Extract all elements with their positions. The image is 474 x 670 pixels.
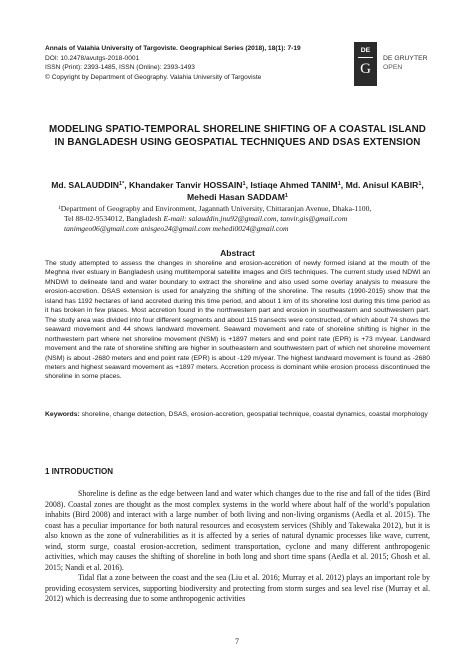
section-body — [45, 489, 430, 605]
publisher-logo-mark — [354, 42, 377, 86]
paragraph: Tidal flat a zone between the coast and the sea (Liu et al. 2016; Murray et al. 2012) plays an important role by providing ecosystem services, supporting biodiversity and protecting from storm surges and sea level rise (Murray et al. 2012) which is decreasing due to some anthropogenic activities — [45, 573, 430, 604]
publisher-logo-text — [383, 55, 428, 72]
affiliation-email[interactable]: tanimgeo06@gmail.com anisgeo24@gmail.com mehedi0024@gmail.com — [64, 224, 289, 233]
abstract-heading: Abstract — [220, 248, 255, 258]
journal-citation: Annals of Valahia University of Targoviste. Geographical Series (2018), 18(1): 7-19 — [45, 45, 301, 52]
affiliation — [58, 204, 430, 234]
paragraph: Shoreline is define as the edge between land and water which changes due to the rise and fall of the tides (Bird 2008). Coastal zones are thought as the most complex systems in the world where about half of the world’s population inhabits (Bird 2008) and interact with a large number of both living and non-living organisms (Aedla et al. 2015). The coast has a peculiar importance for both natural resources and ecosystem services (Shibly and Takewaka 2012), but it is also known as the zone of vulnerabilities as it is affected by a series of natural dynamic processes like wave, current, wind, storm surge, coastal erosion-accretion, sediment transportation, cyclone and many different anthropogenic activities, which may causes the shifting of shoreline in both long and short time spans (Aedla et al. 2015; Ghosh et al. 2015; Nandi et al. 2016). — [45, 489, 430, 572]
affiliation-superscript: 1 — [58, 205, 61, 211]
author-name: Istiaqe Ahmed TANIM — [250, 180, 338, 190]
author-superscript: 1 — [242, 181, 246, 187]
keywords-text: shoreline, change detection, DSAS, erosion-accretion, geospatial technique, coastal dynamics, coastal morphology — [81, 411, 428, 418]
keywords-label: Keywords: — [45, 411, 80, 418]
logo-mark-top: DE — [360, 47, 371, 54]
page-number: 7 — [235, 637, 239, 646]
publisher-tag: OPEN — [383, 63, 403, 71]
affiliation-email[interactable]: E-mail: salauddin.jnu92@gmail.com, tanvir.gis@gmail.com — [163, 214, 348, 223]
copyright-line: © Copyright by Department of Geography. Valahia University of Targoviste — [45, 73, 262, 81]
author-superscript: 1 — [418, 181, 422, 187]
logo-mark-letter: G — [360, 61, 371, 77]
author-name: Md. SALAUDDIN — [51, 180, 120, 190]
section-heading: 1 INTRODUCTION — [45, 467, 113, 476]
keywords — [45, 410, 430, 419]
author-name: Md. Anisul KABIR — [345, 180, 419, 190]
publisher-logo — [354, 42, 428, 86]
issn-line: ISSN (Print): 2393-1485, ISSN (Online): 2393-1493 — [45, 64, 195, 71]
author-superscript: 1 — [337, 181, 341, 187]
author-name: Mehedi Hasan SADDAM — [187, 191, 285, 202]
affiliation-contact: Tel 88-02-9534012, Bangladesh — [64, 214, 164, 223]
logo-rule — [358, 57, 373, 58]
abstract-text: The study attempted to assess the changes in shoreline and erosion-accretion of newly formed island at the mouth of the Meghna river estuary in Bangladesh using multitemporal satellite images and GIS techniques. The current study used NDWI an MNDWI to delineate land and water boundary to extract the shoreline and also used some overlay analysis to measure the erosion-accretion. DSAS extension is used for analyzing the shifting of the shoreline. The results (1990-2015) show that the island has 1192 hectares of land accreted during this time period, and about 1 km of its shoreline lost during this time period as it has broken in few places. Most accretion found in the northwestern part and erosion in southeastern and southwestern part. The study area was divided into four different segments and about 115 transects were constructed, of which about 74 shows the seaward movement and 44 shows landward movement. Seaward movement and rate of shoreline shifting is higher in the northwestern part where net shoreline movement (NSM) is +1897 meters and end point rate (EPR) is +73 m/year. Landward movement and the rate of shoreline shifting are higher in southeastern and southwestern part of which net shoreline movement (NSM) is about -2680 meters and end point rate (EPR) is about -129 m/year. The highest landward movement is found as -2680 meters and highest seaward movement as +1897 meters. Accretion process is dominant while erosion process discontinued the shoreline in some places. — [45, 260, 430, 381]
author-list: Md. $SALAUDDIN^{1*}$, Khandaker Tanvir HOSSAIN$^1$, Istiaqe Ahmed TANIM$^1$, Md. Anisul KABIR$^1$, Mehedi Hasan SADDAM$^1$ — [51, 180, 424, 202]
affiliation-line: Department of Geography and Environment, Jagannath University, Chittaranjan Avenue, Dhaka-1100, — [60, 204, 372, 213]
author-superscript: 1* — [119, 181, 125, 187]
doi-line: DOI: 10.2478/avutgs-2018-0001 — [45, 54, 140, 62]
publisher-name: DE GRUYTER — [383, 55, 428, 62]
journal-header — [45, 44, 345, 82]
author-superscript: 1 — [284, 192, 288, 199]
paper-title: MODELING SPATIO-TEMPORAL SHORELINE SHIFTING OF A COASTAL ISLAND IN BANGLADESH USING GEOSPATIAL TECHNIQUES AND DSAS EXTENSION — [49, 124, 426, 148]
author-name: Khandaker Tanvir HOSSAIN — [129, 180, 243, 190]
